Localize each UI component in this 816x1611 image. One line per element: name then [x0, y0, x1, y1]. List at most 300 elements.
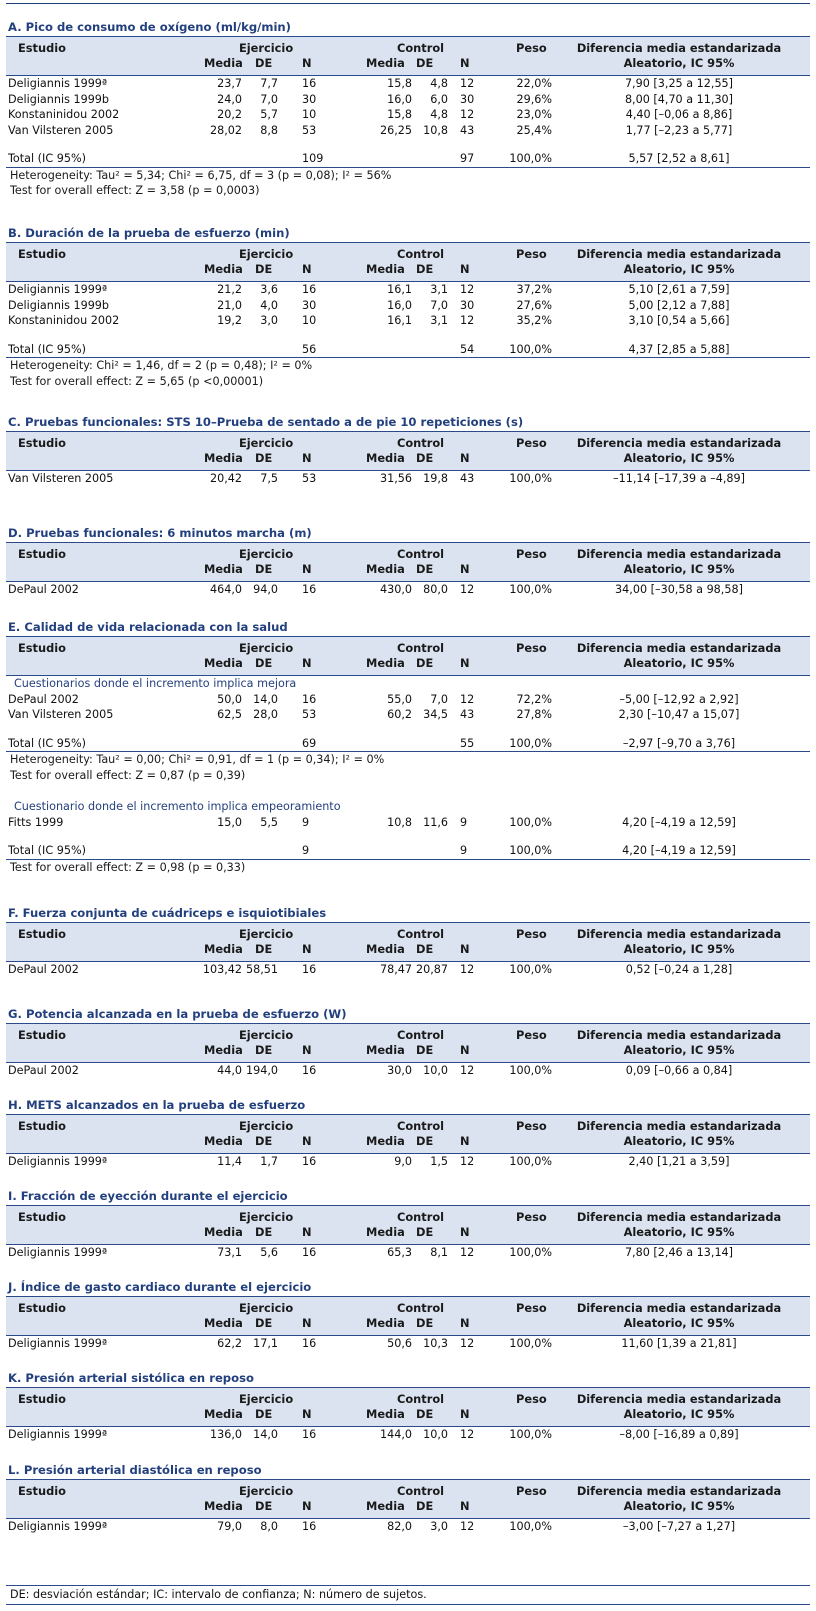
- col-header-ci: Aleatorio, IC 95%: [623, 451, 735, 465]
- weight: 22,0%: [516, 77, 552, 90]
- ex-n: 30: [302, 92, 317, 106]
- col-header-ctl-n: N: [460, 1043, 470, 1057]
- table-row: [6, 92, 810, 108]
- ctl-n: 12: [460, 963, 475, 976]
- table-header: [6, 923, 810, 961]
- ex-mean: 19,2: [217, 314, 242, 327]
- col-header-ex-n: N: [302, 56, 312, 70]
- weight: 100,0%: [509, 472, 552, 485]
- col-header-smd: Diferencia media estandarizada: [576, 547, 782, 561]
- weight: 100,0%: [509, 1337, 552, 1350]
- ctl-sd: 34,5: [423, 708, 448, 721]
- table-row: [6, 1063, 810, 1079]
- col-header-smd: Diferencia media estandarizada: [576, 247, 782, 261]
- study-name: Total (IC 95%): [8, 342, 86, 356]
- ctl-mean: 26,25: [379, 123, 412, 137]
- ctl-sd: 3,1: [430, 283, 448, 296]
- ex-n: 53: [302, 123, 317, 137]
- ex-n: 16: [302, 283, 317, 296]
- col-header-ci: Aleatorio, IC 95%: [623, 1407, 735, 1421]
- ex-sd: 17,1: [253, 1337, 278, 1350]
- smd-ci: 34,00 [–30,58 a 98,58]: [615, 583, 743, 596]
- ex-n: 109: [302, 152, 324, 165]
- table-header: [6, 1388, 810, 1426]
- ex-sd: 4,0: [260, 298, 278, 312]
- col-header-ctl-sd: DE: [416, 1499, 434, 1513]
- section-title: F. Fuerza conjunta de cuádriceps e isquiotibiales: [6, 904, 810, 923]
- col-header-ex-sd: DE: [255, 1316, 273, 1330]
- col-header-smd: Diferencia media estandarizada: [576, 436, 782, 450]
- top-rule: [6, 3, 810, 4]
- ctl-n: 12: [460, 1155, 475, 1168]
- ctl-mean: 430,0: [379, 583, 412, 596]
- col-header-control: Control: [397, 1392, 445, 1406]
- col-header-ex-mean: Media: [204, 1043, 243, 1057]
- weight: 100,0%: [509, 1520, 552, 1533]
- table-row: [6, 123, 810, 139]
- ex-n: 53: [302, 708, 317, 721]
- stat-note: Heterogeneity: Tau² = 5,34; Chi² = 6,75, df = 3 (p = 0,08); I² = 56%: [10, 168, 392, 182]
- ex-sd: 8,8: [260, 123, 278, 137]
- table-body: [6, 75, 810, 199]
- section-title: A. Pico de consumo de oxígeno (ml/kg/min): [6, 18, 810, 37]
- ex-n: 16: [302, 1246, 317, 1259]
- table-section: [6, 1461, 810, 1535]
- ex-n: 53: [302, 472, 317, 485]
- ctl-sd: 1,5: [430, 1155, 448, 1168]
- spacer: [6, 830, 810, 843]
- ex-sd: 3,6: [260, 283, 278, 296]
- col-header-ex-mean: Media: [204, 451, 243, 465]
- col-header-ex-sd: DE: [255, 1043, 273, 1057]
- study-name: Deligiannis 1999ª: [8, 1155, 108, 1168]
- section-title: L. Presión arterial diastólica en reposo: [6, 1461, 810, 1480]
- weight: 100,0%: [509, 1428, 552, 1441]
- col-header-ex-mean: Media: [204, 942, 243, 956]
- ctl-mean: 15,8: [387, 108, 412, 121]
- col-header-study: Estudio: [18, 41, 66, 55]
- col-header-exercise: Ejercicio: [239, 436, 294, 450]
- col-header-ex-sd: DE: [255, 1225, 273, 1239]
- col-header-ci: Aleatorio, IC 95%: [623, 262, 735, 276]
- table-body: [6, 675, 810, 875]
- col-header-ctl-n: N: [460, 942, 470, 956]
- study-name: DePaul 2002: [8, 583, 79, 596]
- col-header-ex-mean: Media: [204, 1316, 243, 1330]
- col-header-ctl-mean: Media: [366, 1043, 405, 1057]
- ctl-sd: 11,6: [423, 815, 448, 829]
- col-header-ex-n: N: [302, 942, 312, 956]
- col-header-ex-n: N: [302, 1225, 312, 1239]
- col-header-weight: Peso: [516, 641, 547, 655]
- ex-mean: 24,0: [217, 92, 242, 106]
- col-header-weight: Peso: [516, 41, 547, 55]
- col-header-ex-n: N: [302, 1407, 312, 1421]
- col-header-smd: Diferencia media estandarizada: [576, 1484, 782, 1498]
- col-header-study: Estudio: [18, 247, 66, 261]
- table-row: [6, 313, 810, 329]
- table-section: [6, 1005, 810, 1079]
- col-header-smd: Diferencia media estandarizada: [576, 1119, 782, 1133]
- ex-mean: 50,0: [217, 692, 242, 706]
- col-header-study: Estudio: [18, 1210, 66, 1224]
- col-header-study: Estudio: [18, 1119, 66, 1133]
- ctl-mean: 82,0: [387, 1520, 412, 1533]
- stat-note: Test for overall effect: Z = 0,98 (p = 0,33): [10, 860, 246, 874]
- ex-sd: 8,0: [260, 1520, 278, 1533]
- col-header-ctl-sd: DE: [416, 1134, 434, 1148]
- col-header-weight: Peso: [516, 1028, 547, 1042]
- col-header-weight: Peso: [516, 1301, 547, 1315]
- study-name: Deligiannis 1999ª: [8, 283, 108, 296]
- col-header-ctl-sd: DE: [416, 451, 434, 465]
- col-header-control: Control: [397, 247, 445, 261]
- ex-n: 9: [302, 844, 310, 857]
- smd-ci: 4,20 [–4,19 a 12,59]: [622, 815, 736, 829]
- col-header-ctl-sd: DE: [416, 562, 434, 576]
- col-header-weight: Peso: [516, 436, 547, 450]
- ctl-sd: 10,8: [423, 123, 448, 137]
- col-header-ex-mean: Media: [204, 656, 243, 670]
- ctl-sd: 8,1: [430, 1246, 448, 1259]
- col-header-ex-mean: Media: [204, 56, 243, 70]
- col-header-smd: Diferencia media estandarizada: [576, 927, 782, 941]
- col-header-study: Estudio: [18, 641, 66, 655]
- study-name: Deligiannis 1999ª: [8, 77, 108, 90]
- col-header-ex-sd: DE: [255, 562, 273, 576]
- ex-sd: 5,7: [260, 108, 278, 121]
- table-header: [6, 637, 810, 675]
- weight: 27,6%: [516, 298, 552, 312]
- weight: 100,0%: [509, 844, 552, 857]
- ctl-n: 30: [460, 92, 475, 106]
- total-row: [6, 342, 810, 359]
- col-header-ctl-mean: Media: [366, 1225, 405, 1239]
- ex-n: 16: [302, 77, 317, 90]
- col-header-study: Estudio: [18, 436, 66, 450]
- ex-n: 10: [302, 108, 317, 121]
- ctl-sd: 7,0: [430, 692, 448, 706]
- ex-mean: 21,2: [217, 283, 242, 296]
- table-header: [6, 1297, 810, 1335]
- ctl-n: 12: [460, 108, 475, 121]
- col-header-control: Control: [397, 41, 445, 55]
- ctl-n: 12: [460, 1246, 475, 1259]
- ctl-n: 43: [460, 708, 475, 721]
- ctl-sd: 10,0: [423, 1428, 448, 1441]
- ctl-sd: 3,0: [430, 1520, 448, 1533]
- ctl-mean: 15,8: [387, 77, 412, 90]
- col-header-ctl-n: N: [460, 262, 470, 276]
- ctl-sd: 80,0: [423, 583, 448, 596]
- study-name: Deligiannis 1999ª: [8, 1337, 108, 1350]
- smd-ci: 5,00 [2,12 a 7,88]: [628, 298, 730, 312]
- table-body: [6, 470, 810, 487]
- ex-n: 69: [302, 736, 317, 750]
- smd-ci: 2,30 [–10,47 a 15,07]: [618, 708, 740, 721]
- ex-mean: 79,0: [217, 1520, 242, 1533]
- ex-sd: 5,5: [260, 815, 278, 829]
- col-header-ex-sd: DE: [255, 942, 273, 956]
- smd-ci: 0,09 [–0,66 a 0,84]: [625, 1064, 733, 1077]
- ex-n: 9: [302, 815, 310, 829]
- ex-mean: 44,0: [217, 1064, 242, 1077]
- ctl-sd: 4,8: [430, 108, 448, 121]
- weight: 100,0%: [509, 736, 552, 750]
- table-row: [6, 692, 810, 708]
- table-row: [6, 76, 810, 92]
- study-name: Deligiannis 1999ª: [8, 1246, 108, 1259]
- col-header-ctl-mean: Media: [366, 656, 405, 670]
- col-header-weight: Peso: [516, 1119, 547, 1133]
- ctl-mean: 65,3: [387, 1246, 412, 1259]
- table-section: [6, 1187, 810, 1261]
- table-row: [6, 298, 810, 314]
- section-title: I. Fracción de eyección durante el ejercicio: [6, 1187, 810, 1206]
- ctl-sd: 20,87: [415, 963, 448, 976]
- col-header-ci: Aleatorio, IC 95%: [623, 1499, 735, 1513]
- col-header-ctl-sd: DE: [416, 1407, 434, 1421]
- col-header-ctl-sd: DE: [416, 56, 434, 70]
- ctl-mean: 10,8: [387, 815, 412, 829]
- ctl-sd: 19,8: [423, 472, 448, 485]
- ex-mean: 23,7: [217, 77, 242, 90]
- study-name: Van Vilsteren 2005: [8, 472, 114, 485]
- ctl-n: 54: [460, 342, 475, 356]
- weight: 25,4%: [516, 123, 552, 137]
- table-section: [6, 524, 810, 598]
- col-header-weight: Peso: [516, 247, 547, 261]
- study-name: Deligiannis 1999ª: [8, 1428, 108, 1441]
- table-header: [6, 543, 810, 581]
- ex-mean: 20,2: [217, 108, 242, 121]
- table-row: [6, 282, 810, 298]
- smd-ci: 4,20 [–4,19 a 12,59]: [622, 844, 736, 857]
- col-header-ctl-mean: Media: [366, 451, 405, 465]
- table-row: [6, 962, 810, 978]
- col-header-study: Estudio: [18, 1392, 66, 1406]
- col-header-ci: Aleatorio, IC 95%: [623, 56, 735, 70]
- stat-note: Test for overall effect: Z = 0,87 (p = 0,39): [10, 768, 246, 782]
- col-header-ex-n: N: [302, 262, 312, 276]
- col-header-exercise: Ejercicio: [239, 1210, 294, 1224]
- ex-sd: 194,0: [245, 1064, 278, 1077]
- weight: 100,0%: [509, 1155, 552, 1168]
- weight: 100,0%: [509, 583, 552, 596]
- col-header-smd: Diferencia media estandarizada: [576, 1210, 782, 1224]
- ex-n: 16: [302, 583, 317, 596]
- col-header-ci: Aleatorio, IC 95%: [623, 1134, 735, 1148]
- stat-note: Test for overall effect: Z = 5,65 (p <0,00001): [10, 374, 264, 388]
- smd-ci: 4,40 [–0,06 a 8,86]: [625, 108, 733, 121]
- col-header-ctl-sd: DE: [416, 942, 434, 956]
- weight: 100,0%: [509, 152, 552, 165]
- ex-n: 16: [302, 963, 317, 976]
- ex-mean: 15,0: [217, 815, 242, 829]
- smd-ci: 7,90 [3,25 a 12,55]: [624, 77, 734, 90]
- table-body: [6, 1062, 810, 1079]
- col-header-ctl-mean: Media: [366, 262, 405, 276]
- study-name: Konstaninidou 2002: [8, 108, 120, 121]
- smd-ci: 0,52 [–0,24 a 1,28]: [625, 963, 733, 976]
- ex-sd: 94,0: [253, 583, 278, 596]
- col-header-ctl-sd: DE: [416, 1225, 434, 1239]
- ctl-n: 12: [460, 1520, 475, 1533]
- ctl-mean: 30,0: [387, 1064, 412, 1077]
- smd-ci: 2,40 [1,21 a 3,59]: [628, 1155, 730, 1168]
- col-header-ex-n: N: [302, 451, 312, 465]
- ex-n: 30: [302, 298, 317, 312]
- col-header-study: Estudio: [18, 1028, 66, 1042]
- col-header-ci: Aleatorio, IC 95%: [623, 1316, 735, 1330]
- col-header-ex-sd: DE: [255, 451, 273, 465]
- col-header-exercise: Ejercicio: [239, 1301, 294, 1315]
- col-header-exercise: Ejercicio: [239, 1484, 294, 1498]
- ex-sd: 1,7: [260, 1155, 278, 1168]
- col-header-exercise: Ejercicio: [239, 641, 294, 655]
- col-header-smd: Diferencia media estandarizada: [576, 1301, 782, 1315]
- col-header-weight: Peso: [516, 1484, 547, 1498]
- study-name: Van Vilsteren 2005: [8, 123, 114, 137]
- study-name: Total (IC 95%): [8, 152, 86, 165]
- col-header-control: Control: [397, 436, 445, 450]
- subgroup-title: Cuestionario donde el incremento implica empeoramiento: [14, 800, 341, 813]
- study-name: DePaul 2002: [8, 692, 79, 706]
- col-header-control: Control: [397, 1210, 445, 1224]
- col-header-study: Estudio: [18, 927, 66, 941]
- ex-n: 16: [302, 1155, 317, 1168]
- col-header-ctl-sd: DE: [416, 262, 434, 276]
- ex-n: 16: [302, 692, 317, 706]
- ctl-n: 12: [460, 1064, 475, 1077]
- col-header-ctl-n: N: [460, 562, 470, 576]
- col-header-exercise: Ejercicio: [239, 927, 294, 941]
- col-header-weight: Peso: [516, 1210, 547, 1224]
- ex-sd: 5,6: [260, 1246, 278, 1259]
- col-header-ctl-n: N: [460, 1316, 470, 1330]
- table-body: [6, 961, 810, 978]
- weight: 37,2%: [516, 283, 552, 296]
- ex-mean: 73,1: [217, 1246, 242, 1259]
- smd-ci: –11,14 [–17,39 a –4,89]: [613, 472, 745, 485]
- col-header-ctl-mean: Media: [366, 56, 405, 70]
- table-header: [6, 1024, 810, 1062]
- col-header-ctl-n: N: [460, 56, 470, 70]
- table-row: [6, 471, 810, 487]
- col-header-ci: Aleatorio, IC 95%: [623, 1043, 735, 1057]
- table-body: [6, 1518, 810, 1535]
- ex-n: 16: [302, 1520, 317, 1533]
- ex-n: 10: [302, 314, 317, 327]
- ctl-sd: 4,8: [430, 77, 448, 90]
- smd-ci: –8,00 [–16,89 a 0,89]: [619, 1428, 739, 1441]
- study-name: Fitts 1999: [8, 815, 64, 829]
- col-header-control: Control: [397, 1484, 445, 1498]
- section-title: C. Pruebas funcionales: STS 10–Prueba de sentado a de pie 10 repeticiones (s): [6, 413, 810, 432]
- col-header-weight: Peso: [516, 1392, 547, 1406]
- ctl-n: 55: [460, 736, 475, 750]
- col-header-ci: Aleatorio, IC 95%: [623, 562, 735, 576]
- col-header-ex-sd: DE: [255, 262, 273, 276]
- study-name: DePaul 2002: [8, 1064, 79, 1077]
- col-header-exercise: Ejercicio: [239, 41, 294, 55]
- ctl-sd: 10,0: [423, 1064, 448, 1077]
- ctl-sd: 6,0: [430, 92, 448, 106]
- ctl-mean: 16,0: [387, 92, 412, 106]
- ctl-mean: 55,0: [387, 692, 412, 706]
- ctl-n: 12: [460, 77, 475, 90]
- ex-mean: 62,5: [217, 708, 242, 721]
- col-header-control: Control: [397, 1028, 445, 1042]
- smd-ci: 3,10 [0,54 a 5,66]: [628, 314, 730, 327]
- ex-sd: 14,0: [253, 1428, 278, 1441]
- ctl-n: 43: [460, 123, 475, 137]
- table-row: [6, 582, 810, 598]
- col-header-ex-sd: DE: [255, 1407, 273, 1421]
- col-header-control: Control: [397, 641, 445, 655]
- col-header-ctl-n: N: [460, 451, 470, 465]
- table-header: [6, 1480, 810, 1518]
- total-row: [6, 151, 810, 168]
- table-row: [6, 1427, 810, 1443]
- table-section: [6, 18, 810, 199]
- ctl-n: 97: [460, 152, 475, 165]
- col-header-exercise: Ejercicio: [239, 247, 294, 261]
- col-header-ex-n: N: [302, 1134, 312, 1148]
- ctl-n: 30: [460, 298, 475, 312]
- col-header-ctl-n: N: [460, 1134, 470, 1148]
- col-header-ex-n: N: [302, 1316, 312, 1330]
- table-row: [6, 1519, 810, 1535]
- weight: 100,0%: [509, 963, 552, 976]
- study-name: Total (IC 95%): [8, 736, 86, 750]
- col-header-ex-sd: DE: [255, 1499, 273, 1513]
- col-header-ctl-mean: Media: [366, 1407, 405, 1421]
- table-header: [6, 37, 810, 75]
- weight: 27,8%: [516, 708, 552, 721]
- col-header-ex-sd: DE: [255, 656, 273, 670]
- study-name: Deligiannis 1999b: [8, 298, 110, 312]
- table-body: [6, 1244, 810, 1261]
- ctl-mean: 60,2: [387, 708, 412, 721]
- col-header-ctl-mean: Media: [366, 1134, 405, 1148]
- ex-mean: 62,2: [217, 1337, 242, 1350]
- ex-mean: 20,42: [209, 472, 242, 485]
- weight: 72,2%: [516, 692, 552, 706]
- section-title: G. Potencia alcanzada en la prueba de esfuerzo (W): [6, 1005, 810, 1024]
- section-title: H. METS alcanzados en la prueba de esfuerzo: [6, 1096, 810, 1115]
- ex-sd: 28,0: [253, 708, 278, 721]
- ctl-mean: 16,0: [387, 298, 412, 312]
- col-header-smd: Diferencia media estandarizada: [576, 1028, 782, 1042]
- total-row: [6, 843, 810, 860]
- col-header-ctl-n: N: [460, 1225, 470, 1239]
- ctl-mean: 31,56: [379, 472, 412, 485]
- col-header-ctl-mean: Media: [366, 562, 405, 576]
- col-header-ex-n: N: [302, 562, 312, 576]
- ex-n: 16: [302, 1428, 317, 1441]
- table-body: [6, 1426, 810, 1443]
- col-header-ex-mean: Media: [204, 1134, 243, 1148]
- col-header-ex-mean: Media: [204, 1225, 243, 1239]
- subgroup-title: Cuestionarios donde el incremento implica mejora: [14, 677, 297, 690]
- study-name: Van Vilsteren 2005: [8, 708, 114, 721]
- col-header-ex-mean: Media: [204, 1407, 243, 1421]
- ctl-sd: 3,1: [430, 314, 448, 327]
- table-header: [6, 1115, 810, 1153]
- study-name: DePaul 2002: [8, 963, 79, 976]
- ex-n: 56: [302, 342, 317, 356]
